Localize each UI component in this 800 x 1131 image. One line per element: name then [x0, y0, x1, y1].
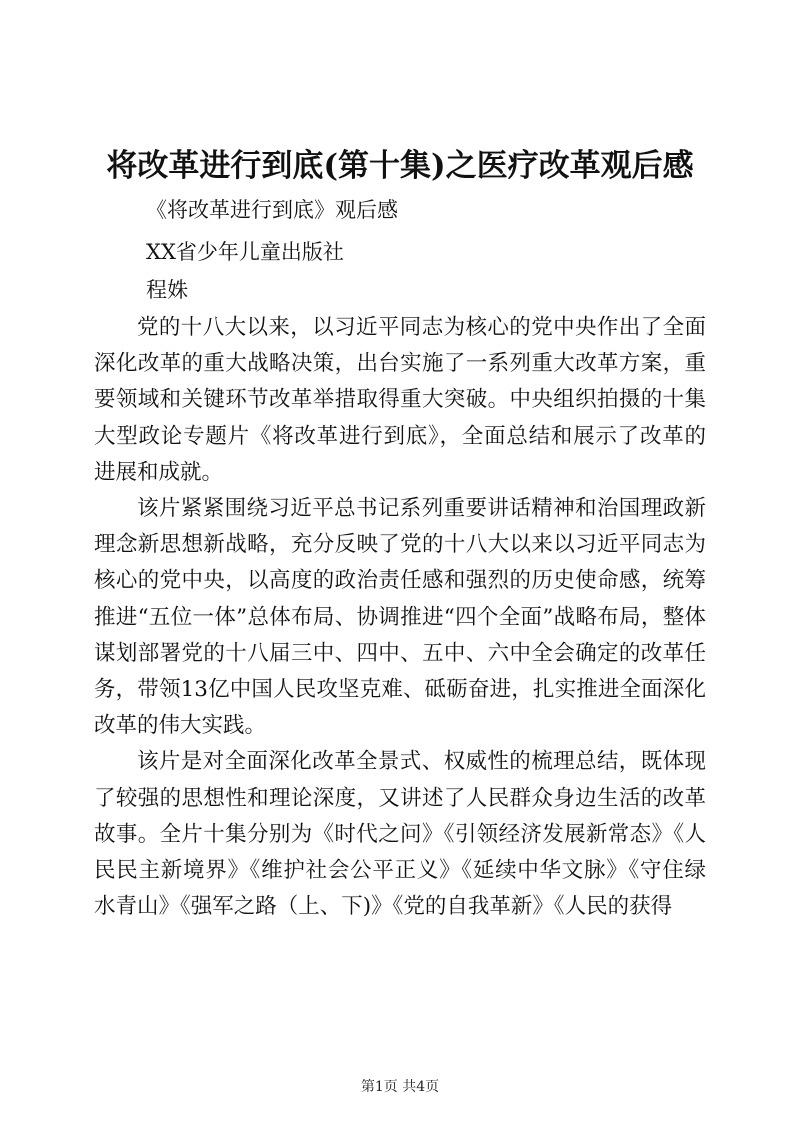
document-publisher: XX省少年儿童出版社 [146, 240, 344, 264]
paragraph-2: 该片紧紧围绕习近平总书记系列重要讲话精神和治国理政新理念新思想新战略，充分反映了党的十八大以来以习近平同志为核心的党中央，以高度的政治责任感和强烈的历史使命感，统筹推进“五位一体”总体布局、协调推进“四个全面”战略布局，整体谋划部署党的十八届三中、四中、五中、六中全会确定的改革任务，带领13亿中国人民攻坚克难、砥砺奋进，扎实推进全面深化改革的伟大实践。 [94, 496, 706, 739]
document-title: 将改革进行到底(第十集)之医疗改革观后感 [106, 148, 694, 184]
document-body [94, 310, 706, 925]
paragraph-1: 党的十八大以来，以习近平同志为核心的党中央作出了全面深化改革的重大战略决策，出台实施了一系列重大改革方案，重要领域和关键环节改革举措取得重大突破。中央组织拍摄的十集大型政论专题片《将改革进行到底》，全面总结和展示了改革的进展和成就。 [94, 315, 706, 485]
page-number: 第1页 共4页 [360, 1079, 440, 1095]
document-author: 程姝 [146, 278, 188, 302]
paragraph-3: 该片是对全面深化改革全景式、权威性的梳理总结，既体现了较强的思想性和理论深度，又讲述了人民群众身边生活的改革故事。全片十集分别为《时代之问》《引领经济发展新常态》《人民民主新境界》《维护社会公平正义》《延续中华文脉》《守住绿水青山》《强军之路（上、下)》《党的自我革新》《人民的获得 [94, 749, 706, 920]
document-subtitle: 《将改革进行到底》观后感 [146, 198, 398, 222]
